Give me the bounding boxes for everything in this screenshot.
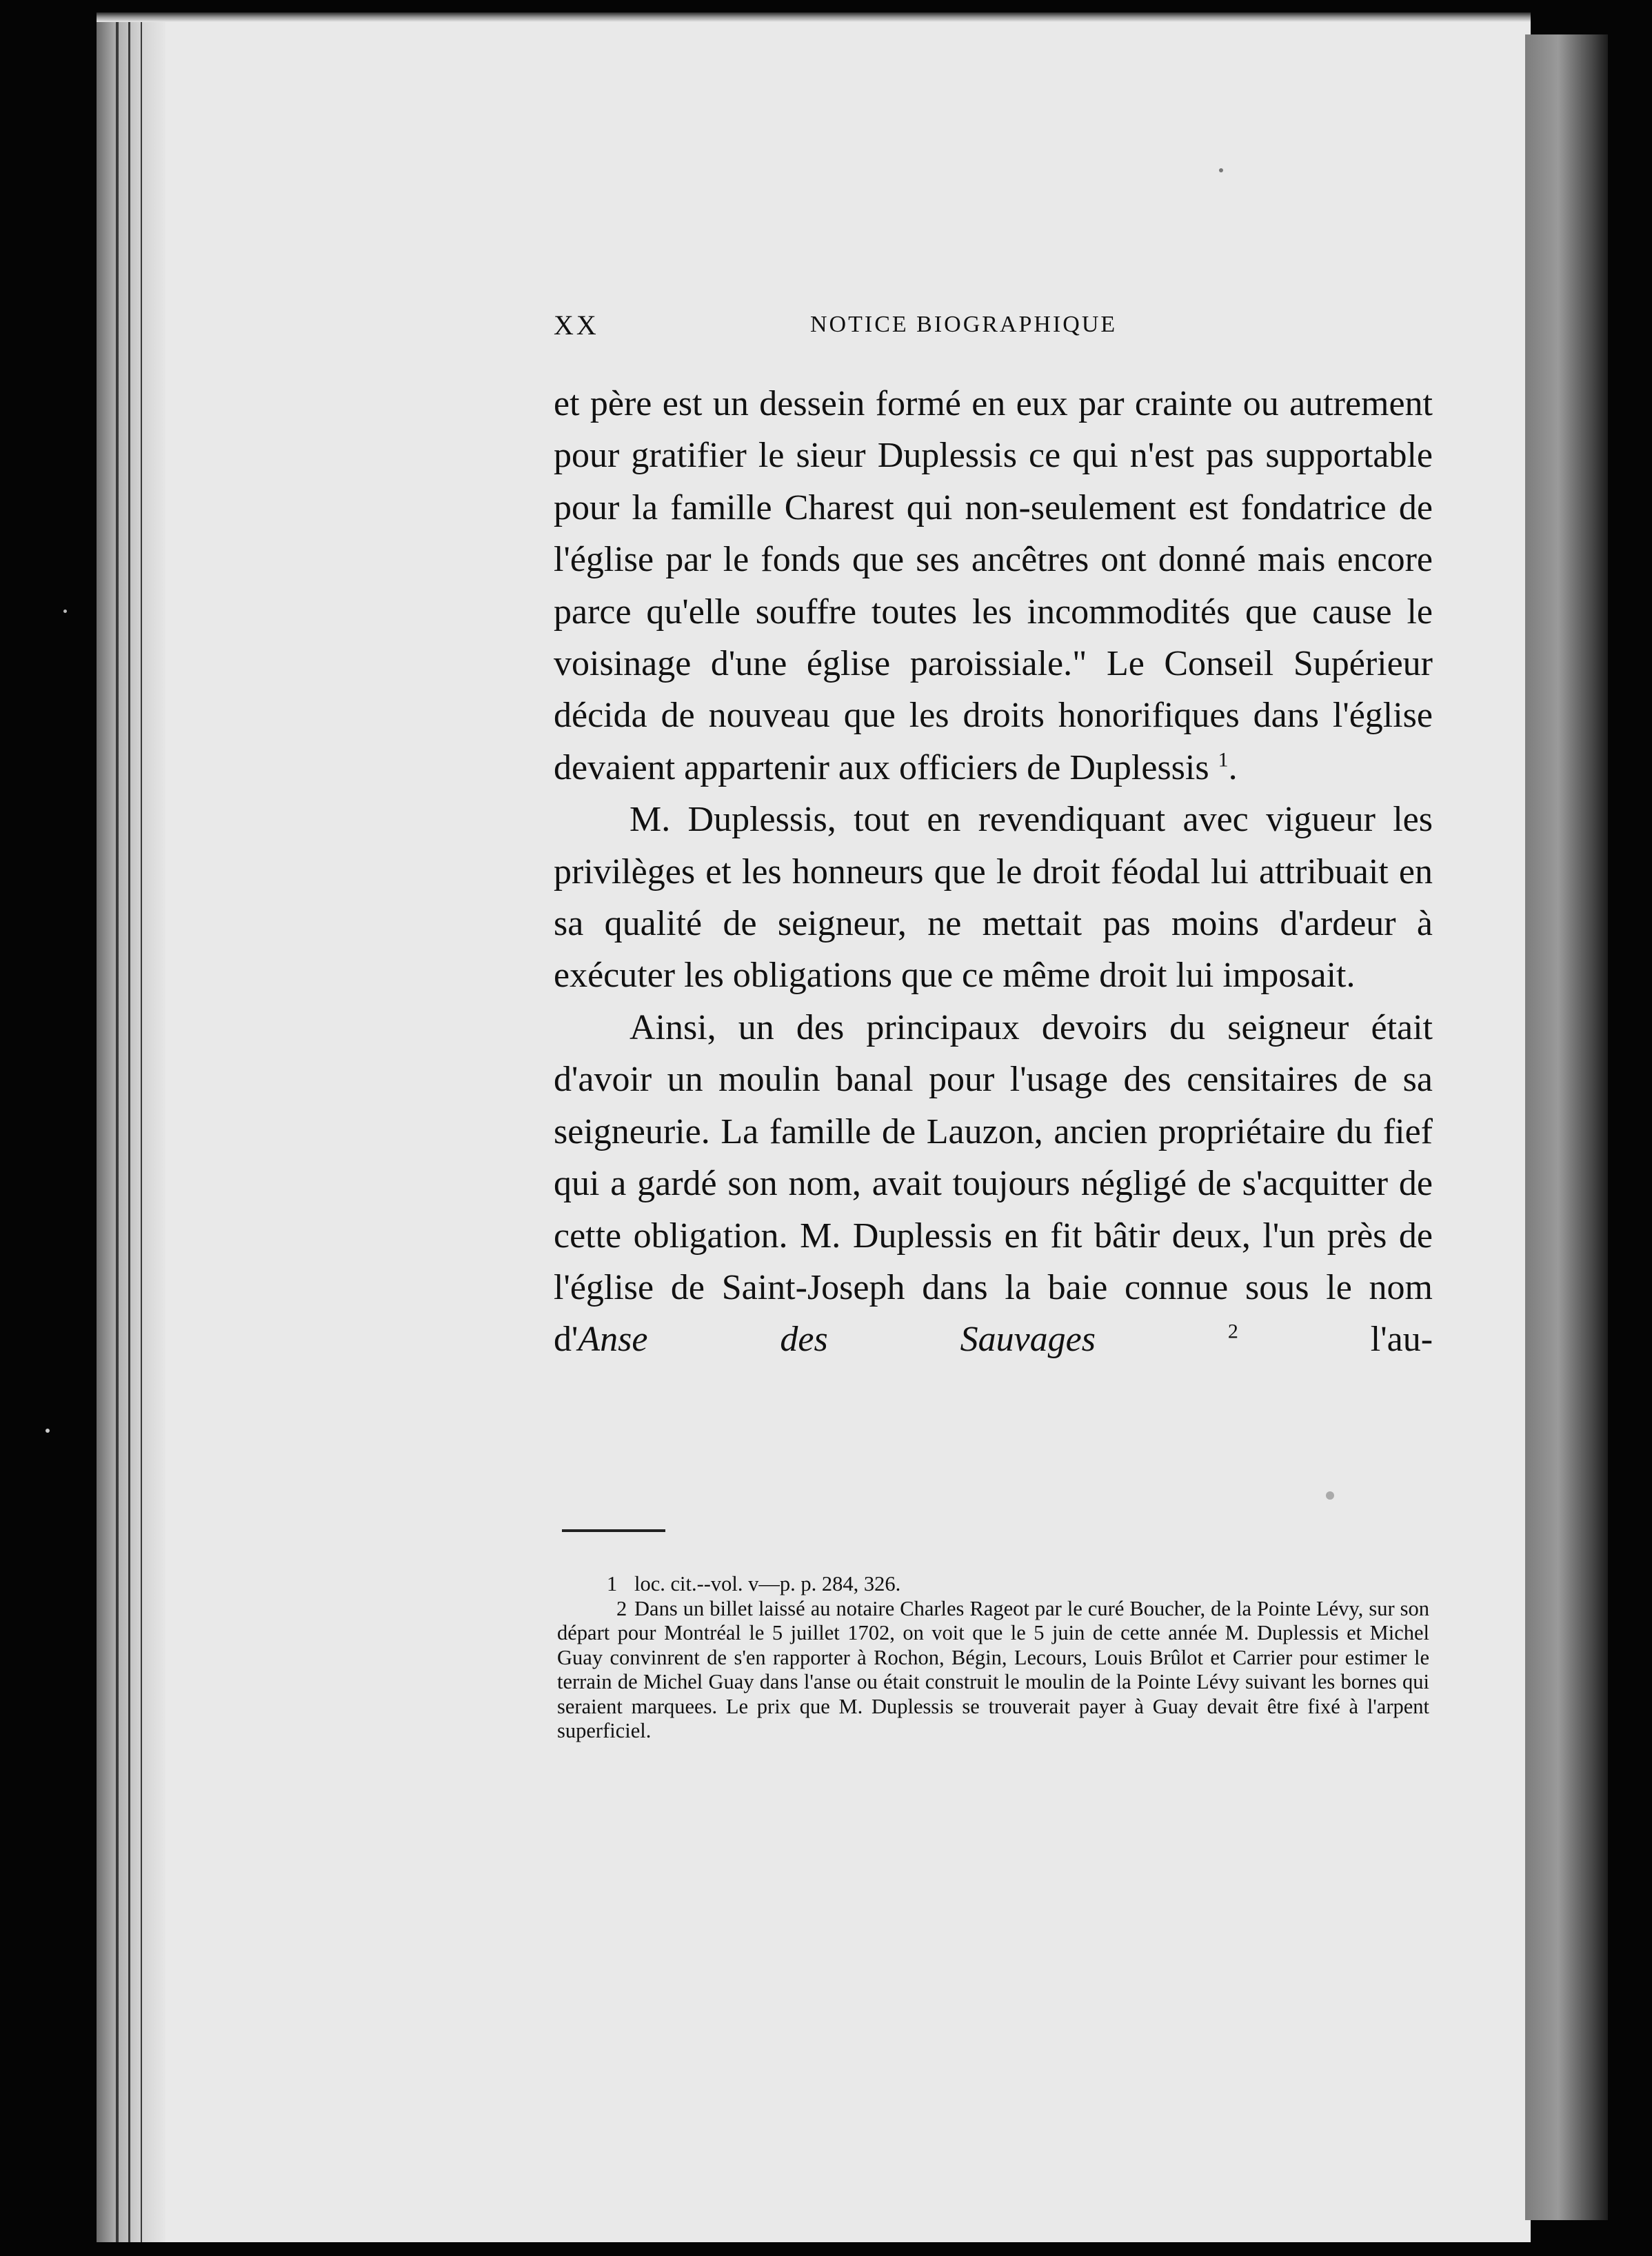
page-number: XX xyxy=(554,310,599,341)
footnote-2-number: 2 xyxy=(616,1596,627,1620)
page-right-edge xyxy=(1525,34,1608,2220)
footnote-rule xyxy=(562,1529,665,1532)
paragraph-3 xyxy=(554,1002,1433,1366)
paragraph-2: M. Duplessis, tout en revendiquant avec vigueur les privilèges et les honneurs que le droit féodal lui attribuait en sa qualité de seigneur, ne mettait pas moins d'ardeur à exécuter les obligations que ce même droit lui imposait. xyxy=(554,800,1433,996)
speck xyxy=(63,610,67,613)
binding-shadow xyxy=(97,15,165,2242)
body-text xyxy=(554,378,1433,1366)
binding-line xyxy=(128,15,130,2242)
speck xyxy=(1326,1491,1334,1500)
page-header-title: NOTICE BIOGRAPHIQUE xyxy=(810,312,1118,337)
paragraph-1-text: et père est un dessein formé en eux par crainte ou autrement pour gratifier le sieur Duplessis ce qui n'est pas supportable pour la famille Charest qui non-seulement est fondatrice de l'église par le fonds que ses ancêtres ont donné mais encore parce qu'elle souffre toutes les incommodités que cause le voisinage d'une église paroissiale." Le Conseil Supérieur décida de nouveau que les droits honorifiques dans l'église devaient appartenir aux officiers de Duplessis xyxy=(554,384,1433,787)
speck xyxy=(1219,168,1223,172)
footnote-1-text: loc. cit.--vol. v—p. p. 284, 326. xyxy=(634,1572,901,1595)
footnote-1 xyxy=(557,1572,1429,1597)
footnote-2-text: Dans un billet laissé au notaire Charles Rageot par le curé Boucher, de la Pointe Lévy, sur son départ pour Montréal le 5 juillet 1702, on voit que le 5 juin de cette année M. Duplessis et Michel Guay convinrent de s'en rapporter à Rochon, Bégin, Lecours, Louis Brûlot et Carrier pour estimer le terrain de Michel Guay dans l'anse ou était construit le moulin de la Pointe Lévy suivant les bornes qui seraient marquees. Le prix que M. Duplessis se trouverait payer à Guay devait être fixé à l'arpent superficiel. xyxy=(557,1596,1429,1742)
speck xyxy=(46,1429,50,1433)
footnote-1-number: 1 xyxy=(607,1572,618,1595)
footnote-ref-1: 1 xyxy=(1218,748,1229,772)
footnotes xyxy=(557,1572,1429,1744)
running-head xyxy=(554,309,1167,350)
paragraph-3-end: l'au- xyxy=(1238,1320,1433,1360)
page-top-edge xyxy=(97,12,1531,22)
paragraph-3-text: Ainsi, un des principaux devoirs du seigneur était d'avoir un moulin banal pour l'usage des censitaires de sa seigneurie. La famille de Lauzon, ancien propriétaire du fief qui a gardé son nom, avait toujours négligé de s'acquitter de cette obligation. M. Duplessis en fit bâtir deux, l'un près de l'église de Saint-Joseph dans la baie connue sous le nom d' xyxy=(554,1007,1433,1360)
binding-line xyxy=(116,15,119,2242)
paragraph-1-end: . xyxy=(1228,747,1238,787)
binding-line xyxy=(141,15,142,2242)
footnote-ref-2: 2 xyxy=(1227,1320,1238,1343)
footnote-2 xyxy=(557,1597,1429,1744)
paragraph-1 xyxy=(554,378,1433,794)
anse-des-sauvages-italic: Anse des Sauvages xyxy=(578,1320,1096,1360)
